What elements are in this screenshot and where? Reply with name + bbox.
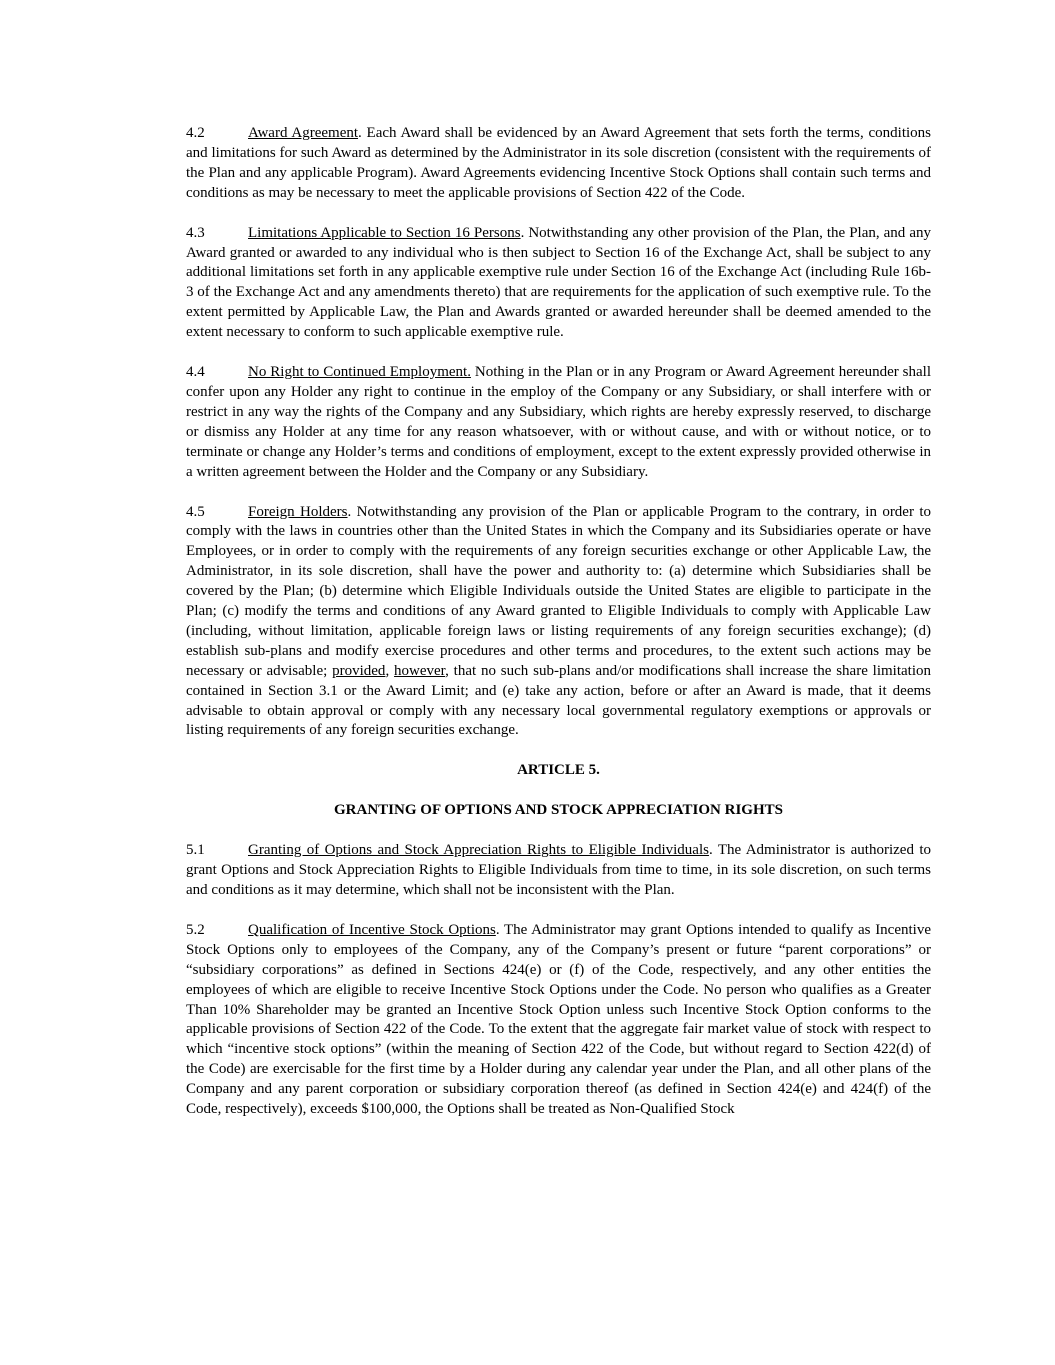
section-number: 5.1 xyxy=(186,842,205,859)
section-4-2 xyxy=(186,124,931,204)
document-page xyxy=(186,124,931,1140)
section-body: . Each Award shall be evidenced by an Award Agreement that sets forth the terms, conditions and limitations for such Award as determined by the Administrator in its sole discretion (consistent with the requirements of the Plan and any applicable Program). Award Agreements evidencing Incentive Stock Options shall contain such terms and conditions as may be necessary to meet the applicable provisions of Section 422 of the Code. xyxy=(186,125,931,201)
section-heading: Foreign Holders xyxy=(248,503,348,520)
section-heading: No Right to Continued Employment. xyxy=(248,364,471,381)
provided-term: provided xyxy=(332,662,386,679)
article-title: GRANTING OF OPTIONS AND STOCK APPRECIATION RIGHTS xyxy=(334,802,783,819)
article-number: ARTICLE 5. xyxy=(517,762,600,779)
section-body-continued: , that no such sub-plans and/or modifications shall increase the share limitation contained in Section 3.1 or the Award Limit; and (e) take any action, before or after an Award is made, that it deems advisable to obtain approval or comply with any necessary local governmental regulatory exemptions or approvals or listing requirements of any foreign securities exchange. xyxy=(186,662,932,739)
however-term: however xyxy=(394,662,446,679)
section-number: 4.2 xyxy=(186,125,205,141)
section-5-1 xyxy=(186,841,931,901)
section-heading: Award Agreement xyxy=(248,125,359,141)
section-number: 5.2 xyxy=(186,921,205,938)
section-body: . Notwithstanding any provision of the Plan or applicable Program to the contrary, in order to comply with the laws in countries other than the United States in which the Company and its Subsidiaries operate or have Employees, or in order to comply with the requirements of any foreign securities exchange or other Applicable Law, the Administrator, in its sole discretion, shall have the power and authority to: (a) determine which Subsidiaries shall be covered by the Plan; (b) determine which Eligible Individuals outside the United States are eligible to participate in the Plan; (c) modify the terms and conditions of any Award granted to Eligible Individuals to comply with Applicable Law (including, without limitation, applicable foreign laws or listing requirements of any foreign securities exchange); (d) establish sub-plans and modify exercise procedures and other terms and procedures, to the extent such actions may be necessary or advisable; xyxy=(186,503,931,679)
section-number: 4.5 xyxy=(186,503,205,520)
section-4-5 xyxy=(186,503,931,742)
section-body: . The Administrator is authorized to grant Options and Stock Appreciation Rights to Eligible Individuals from time to time, in its sole discretion, on such terms and conditions as it may determine, which shall not be inconsistent with the Plan. xyxy=(186,842,931,898)
comma-separator: , xyxy=(385,662,395,679)
section-number: 4.3 xyxy=(186,224,205,241)
section-heading: Limitations Applicable to Section 16 Persons xyxy=(248,224,521,241)
section-heading: Granting of Options and Stock Appreciation Rights to Eligible Individuals xyxy=(248,842,709,859)
section-heading: Qualification of Incentive Stock Options xyxy=(248,921,496,938)
section-body: . The Administrator may grant Options intended to qualify as Incentive Stock Options only to employees of the Company, any of the Company’s present or future “parent corporations” or “subsidiary corporations” as defined in Sections 424(e) or (f) of the Code, respectively, and any other entities the employees of which are eligible to receive Incentive Stock Options under the Code. No person who qualifies as a Greater Than 10% Shareholder may be granted an Incentive Stock Option unless such Incentive Stock Option conforms to the applicable provisions of Section 422 of the Code. To the extent that the aggregate fair market value of stock with respect to which “incentive stock options” (within the meaning of Section 422 of the Code, but without regard to Section 422(d) of the Code) are exercisable for the first time by a Holder during any calendar year under the Plan, and all other plans of the Company and any parent corporation or subsidiary corporation thereof (as defined in Section 424(e) and 424(f) of the Code, respectively), exceeds $100,000, the Options shall be treated as Non-Qualified Stock xyxy=(186,921,931,1118)
section-4-3 xyxy=(186,224,931,343)
section-body: Nothing in the Plan or in any Program or Award Agreement hereunder shall confer upon any Holder any right to continue in the employ of the Company or any Subsidiary, or shall interfere with or restrict in any way the rights of the Company and any Subsidiary, which rights are hereby expressly reserved, to discharge or dismiss any Holder at any time for any reason whatsoever, with or without cause, and with or without notice, or to terminate or change any Holder’s terms and conditions of employment, except to the extent expressly provided otherwise in a written agreement between the Holder and the Company or any Subsidiary. xyxy=(186,364,932,480)
section-4-4 xyxy=(186,363,931,482)
section-body: . Notwithstanding any other provision of the Plan, the Plan, and any Award granted or awarded to any individual who is then subject to Section 16 of the Exchange Act, shall be subject to any additional limitations set forth in any applicable exemptive rule under Section 16 of the Exchange Act (including Rule 16b-3 of the Exchange Act and any amendments thereto) that are requirements for the application of such exemptive rule. To the extent permitted by Applicable Law, the Plan and Awards granted or awarded hereunder shall be deemed amended to the extent necessary to conform to such applicable exemptive rule. xyxy=(186,224,931,341)
section-number: 4.4 xyxy=(186,364,205,381)
section-5-2 xyxy=(186,921,931,1120)
